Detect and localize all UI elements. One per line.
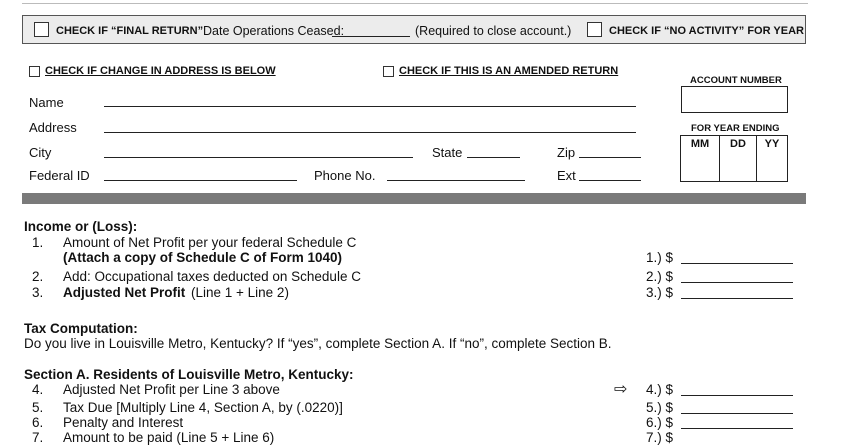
federal-id-label: Federal ID (29, 168, 90, 183)
section-a-heading: Section A. Residents of Louisville Metro, Kentucky: (24, 367, 354, 382)
line-1-ref: 1.) $ (646, 250, 674, 265)
amended-return-label: CHECK IF THIS IS AN AMENDED RETURN (399, 65, 619, 77)
ext-label: Ext (557, 168, 576, 183)
line-6-ref: 6.) $ (646, 415, 674, 430)
income-heading: Income or (Loss): (24, 219, 138, 234)
top-divider (22, 3, 808, 4)
line-5-number: 5. (32, 400, 44, 415)
phone-label: Phone No. (314, 168, 376, 183)
arrow-right-icon: ⇨ (614, 381, 628, 398)
line-1-amount-field[interactable] (681, 263, 793, 264)
line-2-number: 2. (32, 269, 44, 284)
month-field[interactable] (681, 136, 720, 181)
line-2-text: Add: Occupational taxes deducted on Schedule C (63, 269, 361, 284)
city-field[interactable] (104, 157, 413, 158)
line-2-ref: 2.) $ (646, 269, 674, 284)
residency-question: Do you live in Louisville Metro, Kentucky? If “yes”, complete Section A. If “no”, complete Section B. (24, 336, 612, 351)
year-ending-label: FOR YEAR ENDING (691, 123, 780, 134)
line-5-amount-field[interactable] (681, 413, 793, 414)
line-3-amount-field[interactable] (681, 298, 793, 299)
year-field[interactable] (757, 136, 787, 181)
date-ceased-label: Date Operations Ceased: (203, 24, 345, 38)
line-7-number: 7. (32, 430, 44, 445)
line-1-text: Amount of Net Profit per your federal Schedule C (63, 235, 357, 250)
day-field[interactable] (720, 136, 757, 181)
day-header: DD (730, 138, 746, 150)
address-label: Address (29, 120, 77, 135)
line-7-ref: 7.) $ (646, 430, 674, 445)
line-2-amount-field[interactable] (681, 282, 793, 283)
line-4-number: 4. (32, 382, 44, 397)
line-6-amount-field[interactable] (681, 428, 793, 429)
required-note: (Required to close account.) (415, 24, 572, 38)
tax-computation-heading: Tax Computation: (24, 321, 138, 336)
change-address-checkbox[interactable] (29, 66, 40, 77)
line-1-attach-note: (Attach a copy of Schedule C of Form 1040) (63, 250, 343, 265)
state-label: State (432, 145, 463, 160)
no-activity-label: CHECK IF “NO ACTIVITY” FOR YEAR (609, 25, 804, 37)
line-4-ref: 4.) $ (646, 382, 674, 397)
name-label: Name (29, 95, 64, 110)
city-label: City (29, 145, 52, 160)
line-5-text: Tax Due [Multiply Line 4, Section A, by (.0220)] (63, 400, 343, 415)
no-activity-checkbox[interactable] (587, 22, 602, 37)
line-4-amount-field[interactable] (681, 395, 793, 396)
state-field[interactable] (467, 157, 520, 158)
line-3-ref: 3.) $ (646, 285, 674, 300)
amended-return-checkbox[interactable] (383, 66, 394, 77)
account-number-label: ACCOUNT NUMBER (690, 75, 782, 86)
ext-field[interactable] (579, 180, 641, 181)
name-field[interactable] (104, 106, 636, 107)
line-6-number: 6. (32, 415, 44, 430)
final-return-label: CHECK IF “FINAL RETURN” (56, 25, 204, 37)
change-address-label: CHECK IF CHANGE IN ADDRESS IS BELOW (45, 65, 276, 77)
line-4-text: Adjusted Net Profit per Line 3 above (63, 382, 280, 397)
federal-id-field[interactable] (104, 180, 297, 181)
month-header: MM (690, 138, 710, 150)
line-6-text: Penalty and Interest (63, 415, 184, 430)
year-header: YY (764, 138, 780, 150)
zip-label: Zip (557, 145, 576, 160)
line-3-formula: (Line 1 + Line 2) (191, 285, 289, 300)
line-3-text: Adjusted Net Profit (63, 285, 186, 300)
phone-field[interactable] (387, 180, 525, 181)
line-3-number: 3. (32, 285, 44, 300)
line-7-text: Amount to be paid (Line 5 + Line 6) (63, 430, 275, 445)
account-number-field[interactable] (681, 86, 788, 113)
date-ceased-field[interactable] (332, 36, 410, 37)
year-ending-box (680, 135, 788, 182)
section-divider-bar (22, 193, 806, 204)
final-return-checkbox[interactable] (34, 22, 49, 37)
address-field[interactable] (104, 132, 636, 133)
line-5-ref: 5.) $ (646, 400, 674, 415)
zip-field[interactable] (579, 157, 641, 158)
line-1-number: 1. (32, 235, 44, 250)
